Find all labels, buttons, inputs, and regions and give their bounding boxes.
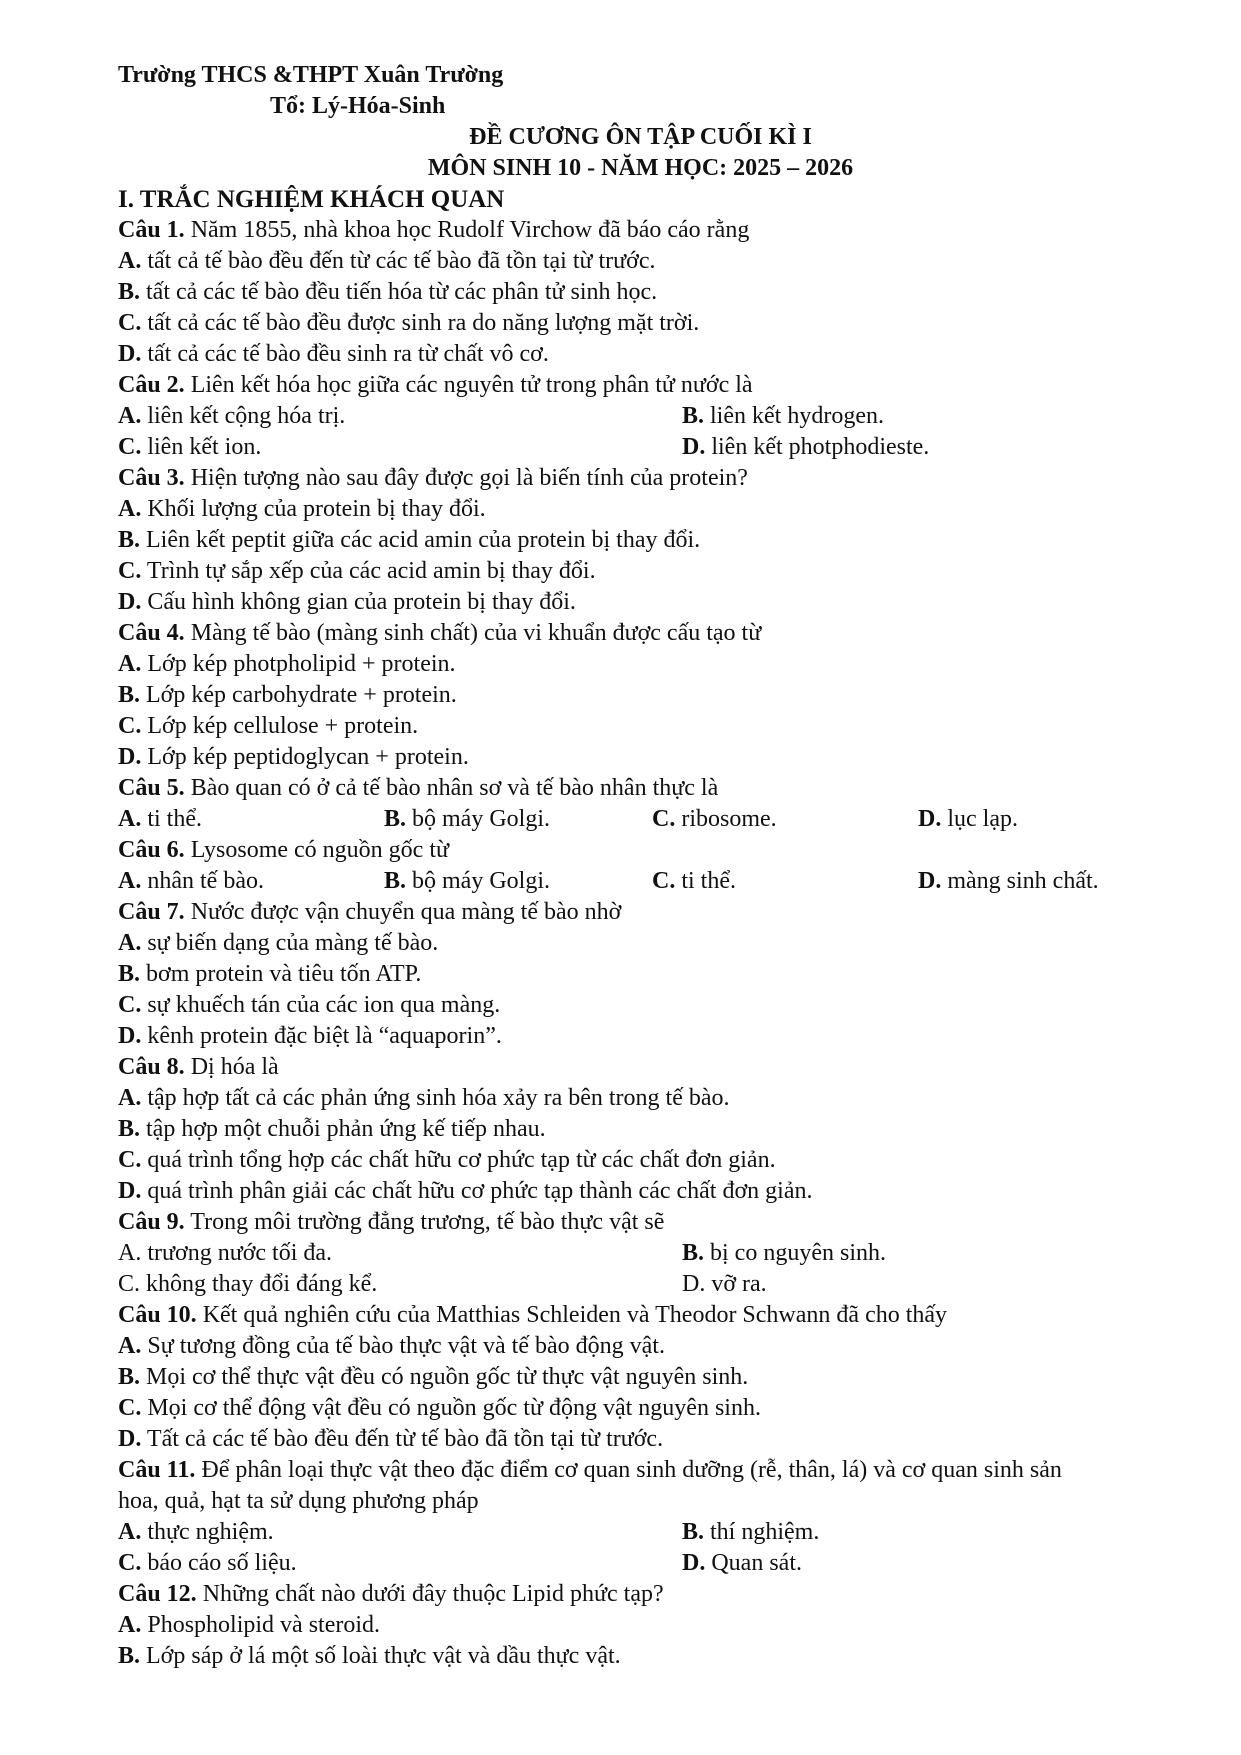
option-text: Lớp kép photpholipid + protein. xyxy=(141,651,456,677)
option-label: C. xyxy=(652,806,676,832)
option-label: B. xyxy=(384,806,407,832)
option-text: Lớp sáp ở lá một số loài thực vật và dầu thực vật. xyxy=(140,1643,621,1669)
document-subtitle: MÔN SINH 10 - NĂM HỌC: 2025 – 2026 xyxy=(427,155,854,181)
question-text: Dị hóa là xyxy=(184,1054,279,1080)
option-text: vỡ ra. xyxy=(705,1271,767,1297)
question-11 xyxy=(118,1455,1062,1486)
option-label: D. xyxy=(118,1023,142,1049)
question-text: Lysosome có nguồn gốc từ xyxy=(184,837,450,863)
option xyxy=(682,432,929,463)
option-label: D. xyxy=(118,341,142,367)
options-row xyxy=(0,401,1241,432)
question-text: Nước được vận chuyển qua màng tế bào nhờ xyxy=(184,899,622,925)
option xyxy=(682,1517,819,1548)
option xyxy=(384,866,550,897)
option-label: A. xyxy=(118,1612,142,1638)
option-text: Khối lượng của protein bị thay đổi. xyxy=(141,496,486,522)
option-label: C. xyxy=(118,1395,142,1421)
option-label: B. xyxy=(118,1116,141,1142)
option-text: Lớp kép peptidoglycan + protein. xyxy=(141,744,469,770)
option-label: D. xyxy=(918,806,942,832)
option-text: liên kết ion. xyxy=(141,434,262,460)
question-8 xyxy=(118,1052,279,1083)
option-text: bộ máy Golgi. xyxy=(406,806,551,832)
option-label: C. xyxy=(118,992,142,1018)
option-label: A. xyxy=(118,1333,142,1359)
question-5 xyxy=(118,773,718,804)
question-3 xyxy=(118,463,748,494)
option-label: A. xyxy=(118,868,142,894)
question-number: Câu 12. xyxy=(118,1581,197,1607)
option xyxy=(118,804,202,835)
option xyxy=(118,587,576,618)
option-text: không thay đổi đáng kể. xyxy=(140,1271,378,1297)
option-label: D. xyxy=(682,1550,706,1576)
option xyxy=(118,649,456,680)
option-label: A. xyxy=(118,1519,142,1545)
option xyxy=(918,804,1018,835)
option-label: D. xyxy=(118,589,142,615)
question-1 xyxy=(118,215,749,246)
question-10 xyxy=(118,1300,947,1331)
option-text: thực nghiệm. xyxy=(141,1519,274,1545)
question-text: Hiện tượng nào sau đây được gọi là biến tính của protein? xyxy=(184,465,748,491)
question-number: Câu 11. xyxy=(118,1457,196,1483)
option-label: A. xyxy=(118,496,142,522)
option xyxy=(118,1331,665,1362)
option xyxy=(682,401,884,432)
option-text: Liên kết peptit giữa các acid amin của protein bị thay đổi. xyxy=(140,527,701,553)
question-text: Liên kết hóa học giữa các nguyên tử trong phân tử nước là xyxy=(184,372,753,398)
option-label: B. xyxy=(118,527,141,553)
question-2 xyxy=(118,370,753,401)
option-text: bơm protein và tiêu tốn ATP. xyxy=(140,961,422,987)
option xyxy=(652,866,736,897)
option xyxy=(118,1021,502,1052)
options-row xyxy=(0,432,1241,463)
question-text-continued: hoa, quả, hạt ta sử dụng phương pháp xyxy=(118,1488,479,1514)
question-text: Kết quả nghiên cứu của Matthias Schleiden và Theodor Schwann đã cho thấy xyxy=(196,1302,948,1328)
option xyxy=(118,1083,730,1114)
options-row xyxy=(0,1269,1241,1300)
option xyxy=(118,1393,761,1424)
option-text: nhân tế bào. xyxy=(141,868,264,894)
option-text: liên kết photphodieste. xyxy=(705,434,930,460)
option-text: Cấu hình không gian của protein bị thay đổi. xyxy=(141,589,576,615)
question-number: Câu 8. xyxy=(118,1054,185,1080)
option-text: Phospholipid và steroid. xyxy=(141,1612,381,1638)
options-row xyxy=(0,804,1241,835)
option-text: lục lạp. xyxy=(941,806,1018,832)
option-label: C. xyxy=(118,1147,142,1173)
option-label: C. xyxy=(118,310,142,336)
option-label: C. xyxy=(118,713,142,739)
option xyxy=(918,866,1099,897)
option xyxy=(682,1269,767,1300)
option-text: trương nước tối đa. xyxy=(141,1240,333,1266)
question-text: Năm 1855, nhà khoa học Rudolf Virchow đã báo cáo rằng xyxy=(184,217,750,243)
option-text: bộ máy Golgi. xyxy=(406,868,551,894)
option xyxy=(118,742,469,773)
option-label: D. xyxy=(118,1426,142,1452)
section-heading: I. TRẮC NGHIỆM KHÁCH QUAN xyxy=(118,186,505,213)
option-label: A. xyxy=(118,1085,142,1111)
option-text: ti thể. xyxy=(141,806,202,832)
option-text: Trình tự sắp xếp của các acid amin bị thay đổi. xyxy=(141,558,596,584)
question-number: Câu 2. xyxy=(118,372,185,398)
option-label: C. xyxy=(118,558,142,584)
question-text: Những chất nào dưới đây thuộc Lipid phức tạp? xyxy=(196,1581,664,1607)
question-text: Để phân loại thực vật theo đặc điểm cơ quan sinh dưỡng (rễ, thân, lá) và cơ quan sinh sản xyxy=(195,1457,1062,1483)
option-label: A. xyxy=(118,403,142,429)
option-label: B. xyxy=(118,682,141,708)
option-text: kênh protein đặc biệt là “aquaporin”. xyxy=(141,1023,502,1049)
option xyxy=(118,866,264,897)
option xyxy=(118,1114,546,1145)
option-text: tất cả các tế bào đều được sinh ra do năng lượng mặt trời. xyxy=(141,310,700,336)
option xyxy=(118,1176,813,1207)
option xyxy=(682,1238,886,1269)
option-text: sự biến dạng của màng tế bào. xyxy=(141,930,439,956)
option xyxy=(118,277,657,308)
option-text: Lớp kép cellulose + protein. xyxy=(141,713,419,739)
question-number: Câu 7. xyxy=(118,899,185,925)
option-label: A. xyxy=(118,651,142,677)
option-text: tập hợp một chuỗi phản ứng kế tiếp nhau. xyxy=(140,1116,546,1142)
options-row xyxy=(0,1548,1241,1579)
option-text: tất cả các tế bào đều sinh ra từ chất vô cơ. xyxy=(141,341,549,367)
option-label: D. xyxy=(118,1178,142,1204)
option-text: Mọi cơ thể động vật đều có nguồn gốc từ động vật nguyên sinh. xyxy=(141,1395,761,1421)
option xyxy=(118,1424,663,1455)
option xyxy=(118,711,418,742)
option-label: A. xyxy=(118,930,142,956)
option xyxy=(118,1517,274,1548)
question-number: Câu 3. xyxy=(118,465,185,491)
option-label: C. xyxy=(118,1550,142,1576)
option xyxy=(118,556,596,587)
option xyxy=(118,680,457,711)
option-label: B. xyxy=(682,403,705,429)
options-row xyxy=(0,866,1241,897)
option-label: B. xyxy=(118,1364,141,1390)
options-row xyxy=(0,1517,1241,1548)
option xyxy=(118,1641,621,1672)
question-12 xyxy=(118,1579,664,1610)
department-name: Tổ: Lý-Hóa-Sinh xyxy=(270,93,446,119)
option xyxy=(652,804,777,835)
option-text: liên kết cộng hóa trị. xyxy=(141,403,346,429)
option-text: tất cả các tế bào đều tiến hóa từ các phân tử sinh học. xyxy=(140,279,658,305)
question-number: Câu 9. xyxy=(118,1209,185,1235)
option-text: thí nghiệm. xyxy=(704,1519,820,1545)
school-name: Trường THCS &THPT Xuân Trường xyxy=(118,62,504,88)
option-label: A. xyxy=(118,806,142,832)
option-text: màng sinh chất. xyxy=(941,868,1099,894)
option-label: A. xyxy=(118,1240,142,1266)
option-label: C. xyxy=(652,868,676,894)
option xyxy=(118,494,486,525)
option-text: bị co nguyên sinh. xyxy=(704,1240,886,1266)
option xyxy=(118,401,345,432)
option-text: sự khuếch tán của các ion qua màng. xyxy=(141,992,501,1018)
option-text: liên kết hydrogen. xyxy=(704,403,884,429)
option xyxy=(118,959,421,990)
option-label: B. xyxy=(682,1519,705,1545)
option-label: D. xyxy=(682,1271,706,1297)
option-label: B. xyxy=(682,1240,705,1266)
option-text: Sự tương đồng của tế bào thực vật và tế bào động vật. xyxy=(141,1333,665,1359)
option-label: C. xyxy=(118,434,142,460)
question-number: Câu 1. xyxy=(118,217,185,243)
question-number: Câu 10. xyxy=(118,1302,197,1328)
option xyxy=(118,1269,377,1300)
question-text: Bào quan có ở cả tế bào nhân sơ và tế bào nhân thực là xyxy=(184,775,719,801)
option xyxy=(118,1145,776,1176)
question-7 xyxy=(118,897,621,928)
question-number: Câu 6. xyxy=(118,837,185,863)
option-text: Quan sát. xyxy=(705,1550,802,1576)
option xyxy=(118,990,500,1021)
question-text: Màng tế bào (màng sinh chất) của vi khuẩn được cấu tạo từ xyxy=(184,620,762,646)
option-label: A. xyxy=(118,248,142,274)
option-label: B. xyxy=(384,868,407,894)
option-text: Mọi cơ thể thực vật đều có nguồn gốc từ thực vật nguyên sinh. xyxy=(140,1364,749,1390)
option xyxy=(682,1548,802,1579)
option xyxy=(118,339,549,370)
option-text: quá trình tổng hợp các chất hữu cơ phức tạp từ các chất đơn giản. xyxy=(141,1147,776,1173)
option-label: B. xyxy=(118,1643,141,1669)
question-number: Câu 5. xyxy=(118,775,185,801)
option-text: ribosome. xyxy=(675,806,777,832)
option xyxy=(118,525,700,556)
document-title: ĐỀ CƯƠNG ÔN TẬP CUỐI KÌ I xyxy=(469,124,812,150)
question-4 xyxy=(118,618,761,649)
option xyxy=(118,1362,748,1393)
option-label: D. xyxy=(118,744,142,770)
option-text: tất cả tế bào đều đến từ các tế bào đã tồn tại từ trước. xyxy=(141,248,656,274)
option xyxy=(118,432,261,463)
option-label: B. xyxy=(118,279,141,305)
option xyxy=(118,246,656,277)
option-text: quá trình phân giải các chất hữu cơ phức tạp thành các chất đơn giản. xyxy=(141,1178,813,1204)
option xyxy=(118,1610,380,1641)
option-text: Lớp kép carbohydrate + protein. xyxy=(140,682,457,708)
option-text: ti thể. xyxy=(675,868,736,894)
question-6 xyxy=(118,835,449,866)
question-9 xyxy=(118,1207,664,1238)
options-row xyxy=(0,1238,1241,1269)
option xyxy=(118,1238,332,1269)
option xyxy=(118,308,699,339)
option xyxy=(118,928,438,959)
option-label: B. xyxy=(118,961,141,987)
option xyxy=(118,1548,297,1579)
option xyxy=(384,804,550,835)
option-label: D. xyxy=(918,868,942,894)
option-label: D. xyxy=(682,434,706,460)
option-text: Tất cả các tế bào đều đến từ tế bào đã tồn tại từ trước. xyxy=(141,1426,664,1452)
question-text: Trong môi trường đẳng trương, tế bào thực vật sẽ xyxy=(184,1209,665,1235)
question-number: Câu 4. xyxy=(118,620,185,646)
option-text: báo cáo số liệu. xyxy=(141,1550,297,1576)
option-label: C. xyxy=(118,1271,141,1297)
option-text: tập hợp tất cả các phản ứng sinh hóa xảy ra bên trong tế bào. xyxy=(141,1085,730,1111)
